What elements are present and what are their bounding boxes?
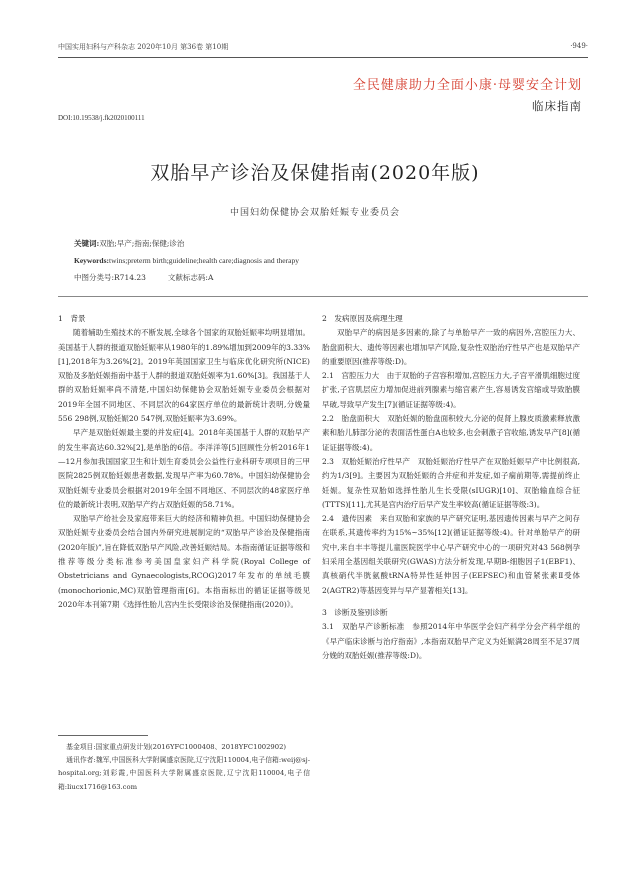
section-2-1: 2.1 宫腔压力大 由于双胎的子宫容积增加,宫腔压力大,子宫平滑肌细胞过度扩张,子宫肌层应力增加促进前列腺素与缩宫素产生,容易诱发宫缩或导致胎膜早破,导致早产发生[7](循证证据等级:4)。 [322, 371, 580, 409]
banner-category: 临床指南 [532, 99, 582, 113]
banner-slogan: 全民健康助力全面小康·母婴安全计划 [352, 78, 582, 93]
journal-name: 中国实用妇科与产科杂志 2020年10月 第36卷 第10期 [58, 43, 229, 51]
article-authors: 中国妇幼保健协会双胎妊娠专业委员会 [229, 208, 400, 218]
section-2-paragraph: 双胎早产的病因是多因素的,除了与单胎早产一致的病因外,宫腔压力大、胎盘面积大、遗传等因素也增加早产风险,复杂性双胎治疗性早产也是双胎早产的重要原因(推荐等级:D)。 [322, 328, 580, 366]
keywords-en [74, 256, 299, 265]
section-3-heading: 3 诊断及鉴别诊断 [322, 607, 388, 617]
abstract-divider [58, 296, 588, 297]
section-2-heading: 2 发病原因及病理生理 [322, 314, 403, 323]
section-2-2: 2.2 胎盘面积大 双胎妊娠的胎盘面积较大,分泌的促肾上腺皮质激素释放激素和胎儿肺部分泌的表面活性蛋白A也较多,也会刺激子宫收缩,诱发早产[8](循证证据等级:4)。 [322, 414, 580, 452]
section-1-paragraph-1: 随着辅助生殖技术的不断发展,全球各个国家的双胎妊娠率均明显增加。美国基于人群的报道双胎妊娠率从1980年的1.89%增加到2009年的3.33%[1],2018年为3.26%[2]。2019年英国国家卫生与临床优化研究所(NICE)双胎及多胎妊娠指南中基于人群的报道双胎妊娠率为1.60%[3]。我国基于人群的双胎妊娠率尚不清楚,中国妇幼保健协会双胎妊娠专业委员会根据对2019年全国不同地区、不同层次的64家医疗单位的最新统计表明,分娩量556 298例,双胎妊娠20 547例,双胎妊娠率为3.69%。 [58, 328, 310, 424]
footnote-correspondence: 通讯作者:魏军,中国医科大学附属盛京医院,辽宁沈阳110004,电子信箱:weij@sj-hospital.org;刘彩霞,中国医科大学附属盛京医院,辽宁沈阳110004,电子信箱:liucx1716@163.com [58, 756, 310, 791]
keywords-cn [74, 238, 184, 249]
keywords-cn-label: 关键词: [74, 239, 100, 248]
series-banner [353, 74, 582, 114]
section-1-heading: 1 背景 [58, 314, 86, 323]
classification [74, 272, 213, 283]
document-code: 文献标志码:A [167, 273, 214, 282]
left-column [58, 312, 310, 612]
keywords-cn-value: 双胎;早产;指南;保健;诊治 [99, 239, 185, 248]
clc-number: 中图分类号:R714.23 [74, 273, 146, 282]
header-rule [58, 57, 588, 58]
page-number: ·949· [570, 42, 588, 50]
section-2-3: 2.3 双胎妊娠治疗性早产 双胎妊娠治疗性早产在双胎妊娠早产中比例很高,约为1/3[9]。主要因为双胎妊娠的合并症和并发症,如子痫前期等,需提前终止妊娠。复杂性双胎如选择性胎儿生长受限(sIUGR)[10]、双胎输血综合征(TTTS)[11],尤其是宫内治疗后早产发生率较高(循证证据等级:3)。 [322, 456, 580, 509]
keywords-en-label: Keywords: [74, 256, 109, 265]
section-1-paragraph-2: 早产是双胎妊娠最主要的并发症[4]。2018年美国基于人群的双胎早产的发生率高达60.32%[2],是单胎的6倍。李洋洋等[5]回顾性分析2016年1—12月参加我国国家卫生和计划生育委员会公益性行业科研专项项目的三甲医院2825例双胎妊娠患者数据,发现早产率为60.78%。中国妇幼保健协会双胎妊娠专业委员会根据对2019年全国不同地区、不同层次的48家医疗单位的最新统计表明,双胎早产约占双胎妊娠的58.71%。 [58, 428, 310, 509]
footnote-fund: 基金项目:国家重点研发计划(2016YFC1000408、2018YFC1002902) [66, 743, 287, 751]
doi: DOI:10.19538/j.fk2020100111 [58, 114, 145, 122]
running-header [58, 42, 588, 56]
keywords-en-value: twins;preterm birth;guideline;health care;diagnosis and therapy [109, 256, 299, 265]
footnote [58, 741, 310, 794]
article-title: 双胎早产诊治及保健指南(2020年版) [150, 162, 480, 184]
section-spacer [322, 598, 580, 606]
footnote-rule [58, 735, 148, 736]
section-3-1: 3.1 双胎早产诊断标准 参照2014年中华医学会妇产科学分会产科学组的《早产临床诊断与治疗指南》,本指南双胎早产定义为妊娠满28周至不足37周分娩的双胎妊娠(推荐等级:D)。 [322, 622, 580, 660]
right-column [322, 312, 580, 663]
section-1-paragraph-3: 双胎早产给社会及家庭带来巨大的经济和精神负担。中国妇幼保健协会双胎妊娠专业委员会结合国内外研究进展制定的“双胎早产诊治及保健指南(2020年版)”,旨在降低双胎早产风险,改善妊娠结局。本指南循证证据等级和推荐等级分类标准参考美国皇家妇产科学院(Royal College of Obstetricians and Gynaecologists,RCOG)2017年发布的单绒毛膜(monochorionic,MC)双胎管理指南[6]。本指南标出的循证证据等级见2020年本刊第7期《选择性胎儿宫内生长受限诊治及保健指南(2020)》。 [58, 514, 310, 609]
section-2-4: 2.4 遗传因素 来自双胎和家族的早产研究证明,基因遗传因素与早产之间存在联系,其遗传率约为15%~35%[12](循证证据等级:4)。针对单胎早产的研究中,来自丰丰等提儿童医院医学中心早产研究中心的一项研究对43 568例孕妇采用全基因组关联研究(GWAS)方法分析发现,早期B-细胞因子1(EBF1)、真核硝代半胱氨酸tRNA特异性延伸因子(EEFSEC)和血管紧张素Ⅱ受体2(AGTR2)等基因变异与早产显著相关[13]。 [322, 514, 580, 595]
